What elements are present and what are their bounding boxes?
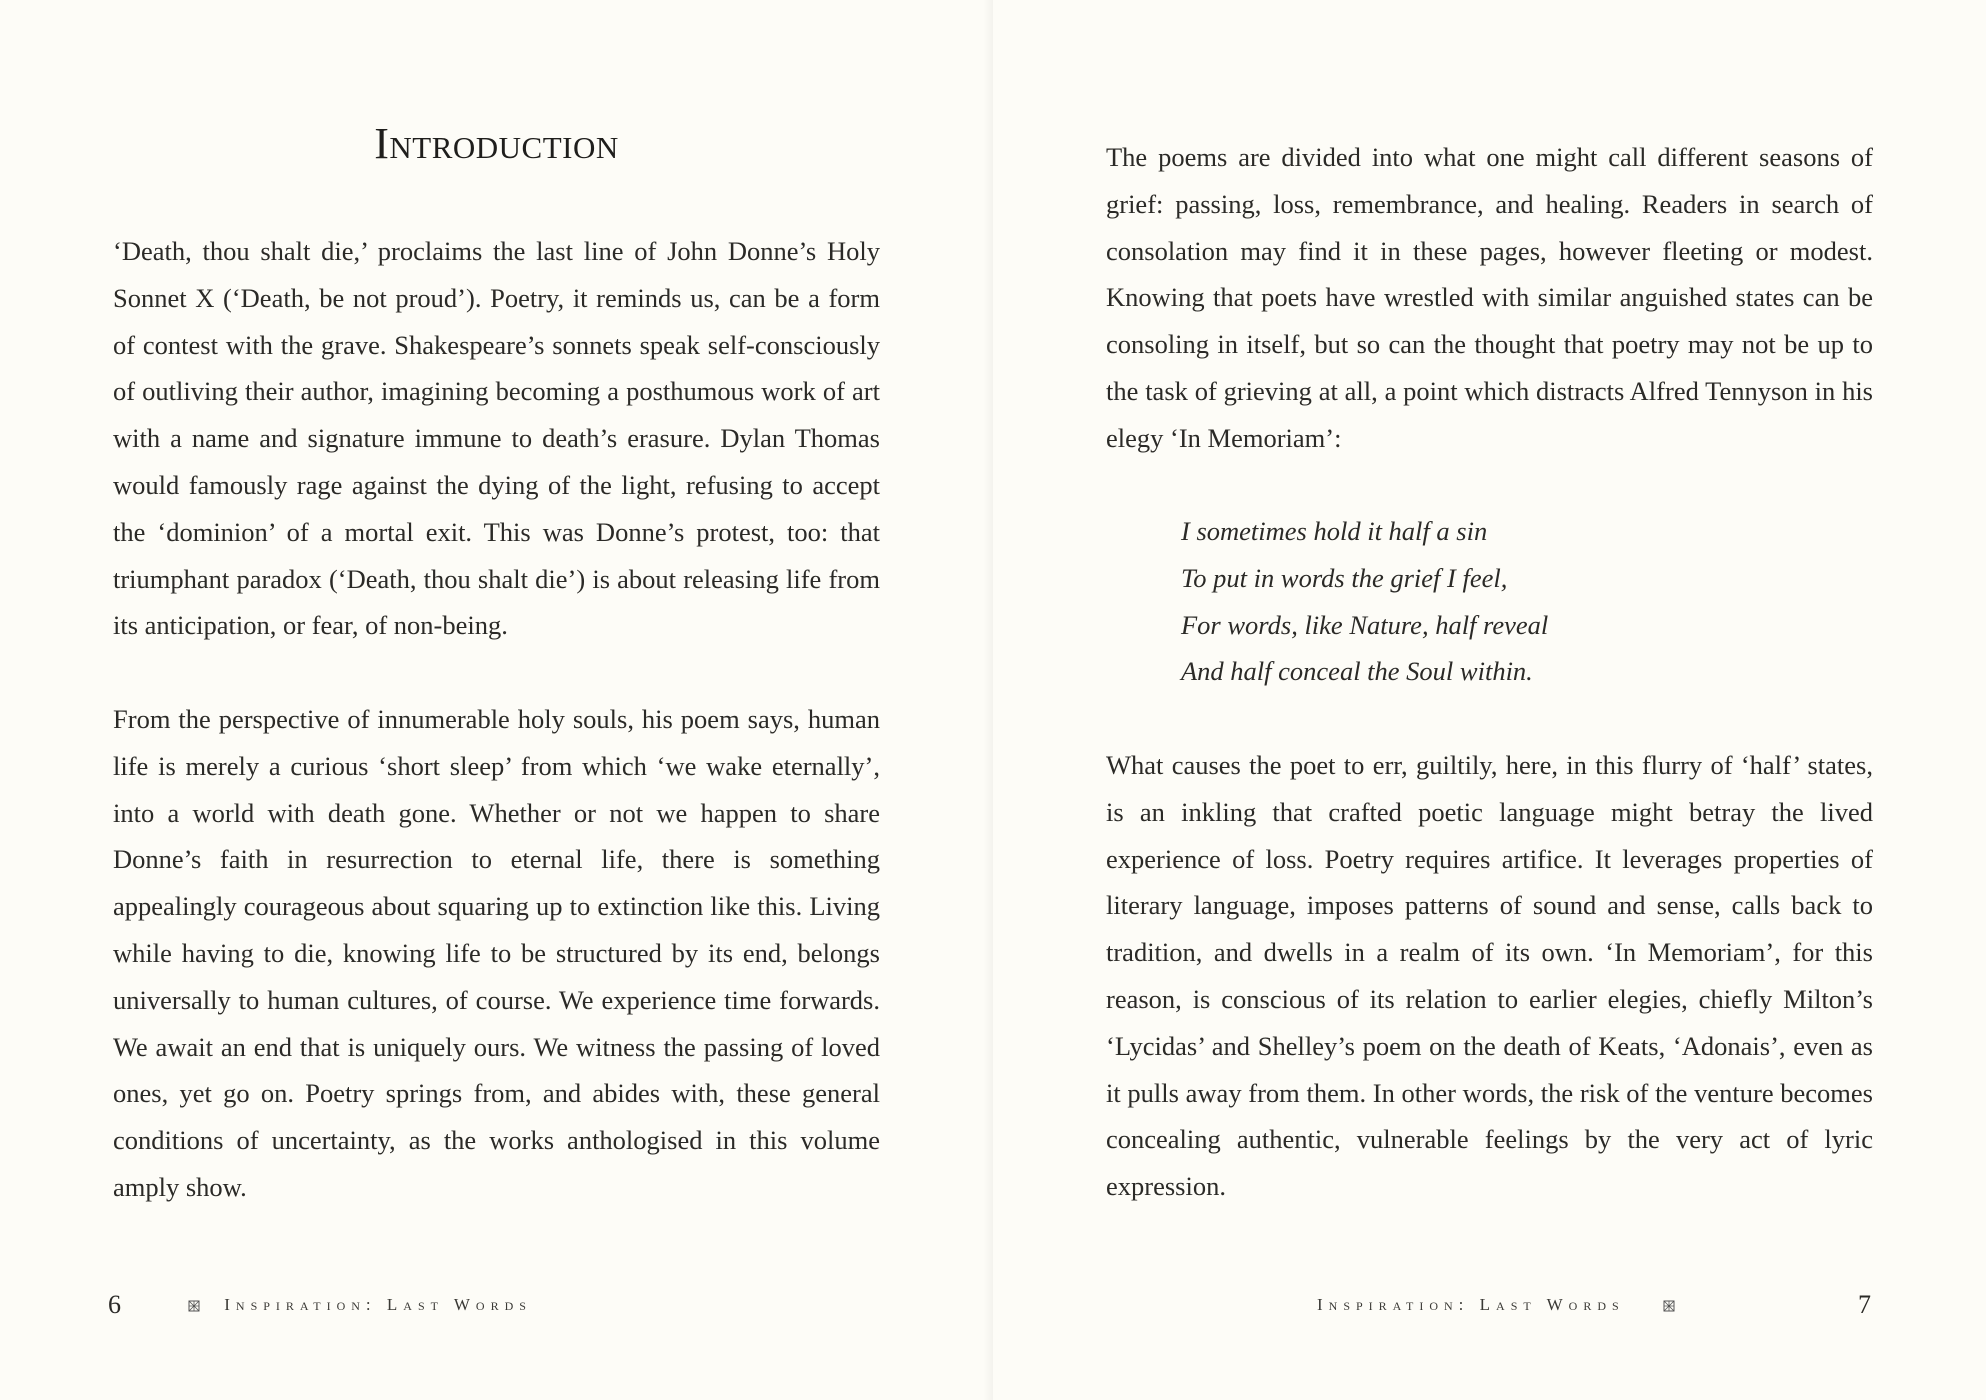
right-page xyxy=(993,0,1986,1400)
left-paragraph-2: From the perspective of innumerable holy souls, his poem says, human life is merely a curious ‘short sleep’ from which ‘we wake eternally’, into a world with death gone. Whether or not we happen to share Donne’s faith in resurrection to eternal life, there is something appealingly courageous about squaring up to extinction like this. Living while having to die, knowing life to be structured by its end, belongs universally to human cultures, of course. We experience time forwards. We await an end that is uniquely ours. We witness the passing of loved ones, yet go on. Poetry springs from, and abides with, these general conditions of uncertainty, as the works anthologised in this volume amply show. xyxy=(113,704,880,1202)
left-paragraph-2-block xyxy=(113,696,880,1211)
right-paragraph-2: What causes the poet to err, guiltily, here, in this flurry of ‘half’ states, is an inkling that crafted poetic language might betray the lived experience of loss. Poetry requires artifice. It leverages properties of literary language, imposes patterns of sound and sense, calls back to tradition, and dwells in a realm of its own. ‘In Memoriam’, for this reason, is conscious of its relation to earlier elegies, chiefly Milton’s ‘Lycidas’ and Shelley’s poem on the death of Keats, ‘Adonais’, even as it pulls away from them. In other words, the risk of the venture becomes concealing authentic, vulnerable feelings by the very act of lyric expression. xyxy=(1106,750,1873,1202)
right-paragraph-2-block xyxy=(1106,742,1873,1210)
running-head-left-text: Inspiration: Last Words xyxy=(224,1295,532,1314)
left-paragraph-1-block xyxy=(113,228,880,649)
verse-line: And half conceal the Soul within. xyxy=(1181,656,1533,687)
ornament-icon xyxy=(1663,1300,1675,1312)
left-paragraph-1: ‘Death, thou shalt die,’ proclaims the last line of John Donne’s Holy Sonnet X (‘Death, be not proud’). Poetry, it reminds us, can be a form of contest with the grave. Shakespeare’s sonnets speak self-consciously of outliving their author, imagining becoming a posthumous work of art with a name and signature immune to death’s erasure. Dylan Thomas would famously rage against the dying of the light, refusing to accept the ‘dominion’ of a mortal exit. This was Donne’s protest, too: that triumphant paradox (‘Death, thou shalt die’) is about releasing life from its anticipation, or fear, of non-being. xyxy=(113,236,880,641)
running-head-left xyxy=(188,1295,532,1315)
verse-quote xyxy=(1181,508,1781,695)
verse-line: I sometimes hold it half a sin xyxy=(1181,516,1488,546)
right-paragraph-1-block xyxy=(1106,134,1873,462)
ornament-icon xyxy=(188,1300,200,1312)
running-head-right-text: Inspiration: Last Words xyxy=(1317,1295,1625,1314)
page-number-left: 6 xyxy=(108,1290,121,1319)
verse-line: For words, like Nature, half reveal xyxy=(1181,609,1549,640)
running-head-right xyxy=(1317,1295,1675,1315)
verse-line: To put in words the grief I feel, xyxy=(1181,562,1508,593)
page-number-right: 7 xyxy=(1858,1290,1871,1319)
page-title: Introduction xyxy=(374,119,619,168)
right-paragraph-1: The poems are divided into what one might call different seasons of grief: passing, loss, remembrance, and healing. Readers in search of consolation may find it in these pages, however fleeting or modest. Knowing that poets have wrestled with similar anguished states can be consoling in itself, but so can the thought that poetry may not be up to the task of grieving at all, a point which distracts Alfred Tennyson in his elegy ‘In Memoriam’: xyxy=(1106,142,1873,453)
